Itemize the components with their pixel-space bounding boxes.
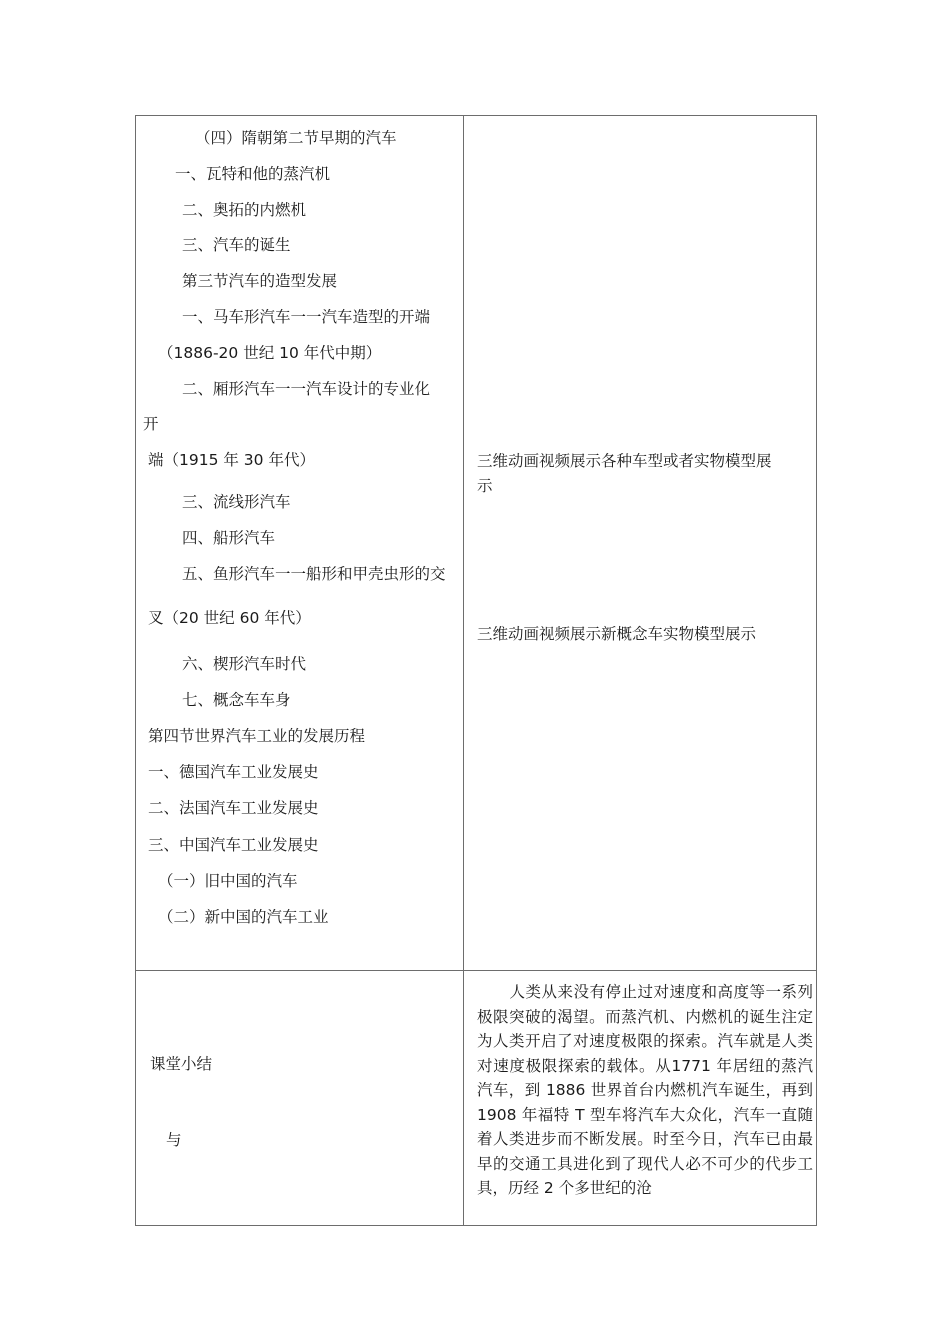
outline-line: （二）新中国的汽车工业 — [158, 908, 329, 926]
outline-line: 一、瓦特和他的蒸汽机 — [175, 165, 331, 183]
summary-paragraph — [477, 980, 813, 1201]
outline-line: 二、法国汽车工业发展史 — [148, 799, 319, 817]
row-divider — [135, 970, 817, 971]
outline-line: 四、船形汽车 — [182, 529, 276, 547]
outline-line: （四）隋朝第二节早期的汽车 — [195, 129, 397, 147]
outline-line: 一、马车形汽车一一汽车造型的开端 — [182, 308, 431, 326]
outline-line: 五、鱼形汽车一一船形和甲壳虫形的交 — [182, 565, 446, 583]
outline-line: 三、汽车的诞生 — [182, 236, 291, 254]
column-divider — [463, 115, 464, 1226]
outline-line: 二、奥拓的内燃机 — [182, 201, 307, 219]
summary-label: 课堂小结 — [150, 1055, 213, 1073]
outline-line: （1886-20 世纪 10 年代中期） — [158, 344, 382, 362]
outline-line: 三、中国汽车工业发展史 — [148, 836, 319, 854]
outline-line: 六、楔形汽车时代 — [182, 655, 307, 673]
media-note: 三维动画视频展示新概念车实物模型展示 — [477, 625, 757, 643]
outline-line: 端（1915 年 30 年代） — [148, 451, 315, 469]
outline-line: 三、流线形汽车 — [182, 493, 291, 511]
outline-heading: 第三节汽车的造型发展 — [182, 272, 338, 290]
outline-line: （一）旧中国的汽车 — [158, 872, 298, 890]
outline-heading: 第四节世界汽车工业的发展历程 — [148, 727, 366, 745]
summary-label: 与 — [166, 1131, 182, 1149]
outline-line: 叉（20 世纪 60 年代） — [148, 609, 311, 627]
outline-line: 二、厢形汽车一一汽车设计的专业化 — [182, 380, 431, 398]
media-note: 三维动画视频展示各种车型或者实物模型展 — [477, 452, 772, 470]
outline-line: 七、概念车车身 — [182, 691, 291, 709]
outline-line: 开 — [143, 415, 159, 433]
summary-text: 人类从来没有停止过对速度和高度等一系列极限突破的渴望。而蒸汽机、内燃机的诞生注定为人类开启了对速度极限的探索。汽车就是人类对速度极限探索的载体。从1771 年居纽的蒸汽汽车，到 1886 世界首台内燃机汽车诞生，再到 1908 年福特 T 型车将汽车大众化，汽车一直随着人类进步而不断发展。时至今日，汽车已由最早的交通工具进化到了现代人必不可少的代步工具，历经 2 个多世纪的沧 — [477, 983, 813, 1197]
media-note: 示 — [477, 477, 493, 495]
outline-line: 一、德国汽车工业发展史 — [148, 763, 319, 781]
